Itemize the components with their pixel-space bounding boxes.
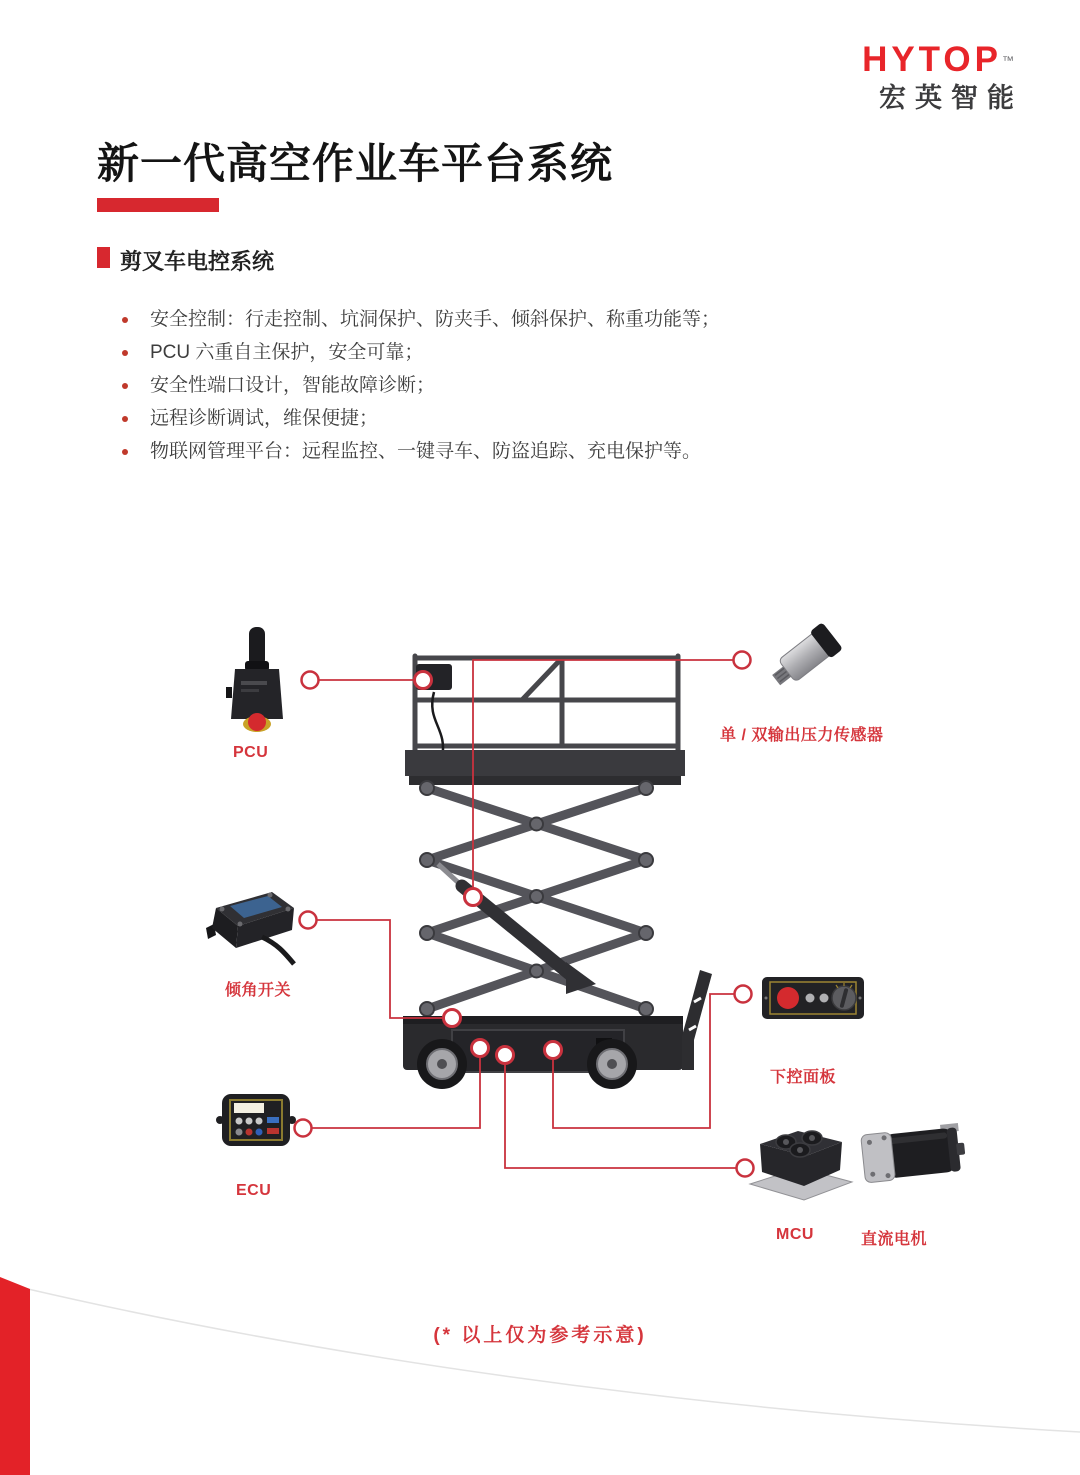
logo-brand-text: HYTOP bbox=[862, 40, 1002, 79]
bullet-icon bbox=[122, 416, 128, 422]
section-marker bbox=[97, 247, 110, 268]
platform-deck bbox=[405, 750, 685, 776]
connector-pressure-sensor bbox=[473, 660, 734, 888]
list-item bbox=[120, 435, 840, 468]
connector-rings bbox=[295, 652, 754, 1177]
logo bbox=[862, 40, 1023, 113]
cylinder-bracket bbox=[566, 962, 596, 994]
pcu-image bbox=[225, 625, 290, 743]
bullet-icon bbox=[122, 317, 128, 323]
ecu-image bbox=[215, 1090, 297, 1150]
bottom-decoration bbox=[0, 1277, 1080, 1475]
trademark-symbol: ™ bbox=[1002, 53, 1014, 68]
chassis-top-lip bbox=[403, 1016, 683, 1024]
target-panel bbox=[545, 1042, 562, 1059]
platform-control-box bbox=[416, 664, 452, 690]
platform-deck-lip bbox=[409, 776, 681, 785]
control-cable bbox=[432, 692, 443, 758]
list-item bbox=[120, 303, 840, 336]
logo-subtitle: 宏英智能 bbox=[879, 83, 1023, 113]
scissor-lift-illustration bbox=[403, 656, 712, 1089]
ring-tilt-device bbox=[300, 912, 317, 929]
lower-control-panel-label: 下控面板 bbox=[770, 1069, 837, 1086]
platform-guardrail bbox=[415, 656, 678, 750]
connector-ecu bbox=[312, 1057, 481, 1128]
section-heading-text: 剪叉车电控系统 bbox=[120, 249, 275, 274]
feature-list bbox=[120, 303, 840, 468]
list-item-text: 远程诊断调试，维保便捷； bbox=[150, 408, 379, 429]
list-item-text: 安全性端口设计，智能故障诊断； bbox=[150, 375, 436, 396]
dc-motor-image bbox=[855, 1120, 969, 1190]
list-item-text: 物联网管理平台：远程监控、一键寻车、防盗追踪、充电保护等。 bbox=[150, 441, 702, 462]
page-title: 新一代高空作业车平台系统 bbox=[97, 140, 614, 187]
decor-arc bbox=[28, 1289, 1080, 1432]
target-pcu bbox=[415, 672, 432, 689]
cylinder-rod bbox=[438, 864, 462, 886]
title-accent-bar bbox=[97, 198, 219, 212]
list-item-text: 安全控制：行走控制、坑洞保护、防夹手、倾斜保护、称重功能等； bbox=[150, 309, 721, 330]
connector-mcu bbox=[505, 1064, 737, 1168]
pressure-sensor-image bbox=[762, 620, 848, 694]
bullet-icon bbox=[122, 383, 128, 389]
access-ladder bbox=[682, 970, 712, 1070]
lower-control-panel-image bbox=[758, 975, 868, 1021]
list-item-text: PCU 六重自主保护，安全可靠； bbox=[150, 342, 424, 363]
pressure-sensor-label: 单 / 双输出压力传感器 bbox=[720, 727, 884, 744]
list-item bbox=[120, 336, 840, 369]
ring-panel-device bbox=[735, 986, 752, 1003]
connector-lines bbox=[312, 660, 737, 1168]
scissor-arms bbox=[427, 788, 646, 1009]
tilt-switch-image bbox=[202, 882, 302, 968]
mcu-image bbox=[748, 1118, 854, 1204]
mcu-label: MCU bbox=[776, 1226, 814, 1243]
dc-motor-label: 直流电机 bbox=[861, 1231, 928, 1248]
list-item bbox=[120, 402, 840, 435]
chassis-latch bbox=[596, 1038, 612, 1045]
ring-pressure-device bbox=[734, 652, 751, 669]
ring-ecu-device bbox=[295, 1120, 312, 1137]
target-mcu bbox=[497, 1047, 514, 1064]
chassis-body bbox=[403, 1016, 683, 1070]
pivot-pins bbox=[420, 781, 653, 1016]
list-item bbox=[120, 369, 840, 402]
bullet-icon bbox=[122, 350, 128, 356]
pcu-label: PCU bbox=[233, 744, 269, 761]
wheel bbox=[587, 1039, 637, 1089]
bullet-icon bbox=[122, 449, 128, 455]
chassis-panel bbox=[452, 1030, 624, 1072]
hydraulic-cylinder bbox=[462, 886, 572, 976]
ladder-slots bbox=[689, 998, 701, 1030]
footer-note: (* 以上仅为参考示意) bbox=[433, 1325, 647, 1346]
connector-lower-panel bbox=[553, 994, 735, 1128]
ecu-label: ECU bbox=[236, 1182, 272, 1199]
tilt-switch-label: 倾角开关 bbox=[225, 982, 292, 999]
connector-tilt-switch bbox=[317, 920, 444, 1018]
target-ecu bbox=[472, 1040, 489, 1057]
wheel bbox=[417, 1039, 467, 1089]
target-tilt bbox=[444, 1010, 461, 1027]
target-pressure bbox=[465, 889, 482, 906]
red-corner-bar bbox=[0, 1277, 30, 1475]
connector-targets bbox=[415, 672, 562, 1064]
ring-pcu-device bbox=[302, 672, 319, 689]
